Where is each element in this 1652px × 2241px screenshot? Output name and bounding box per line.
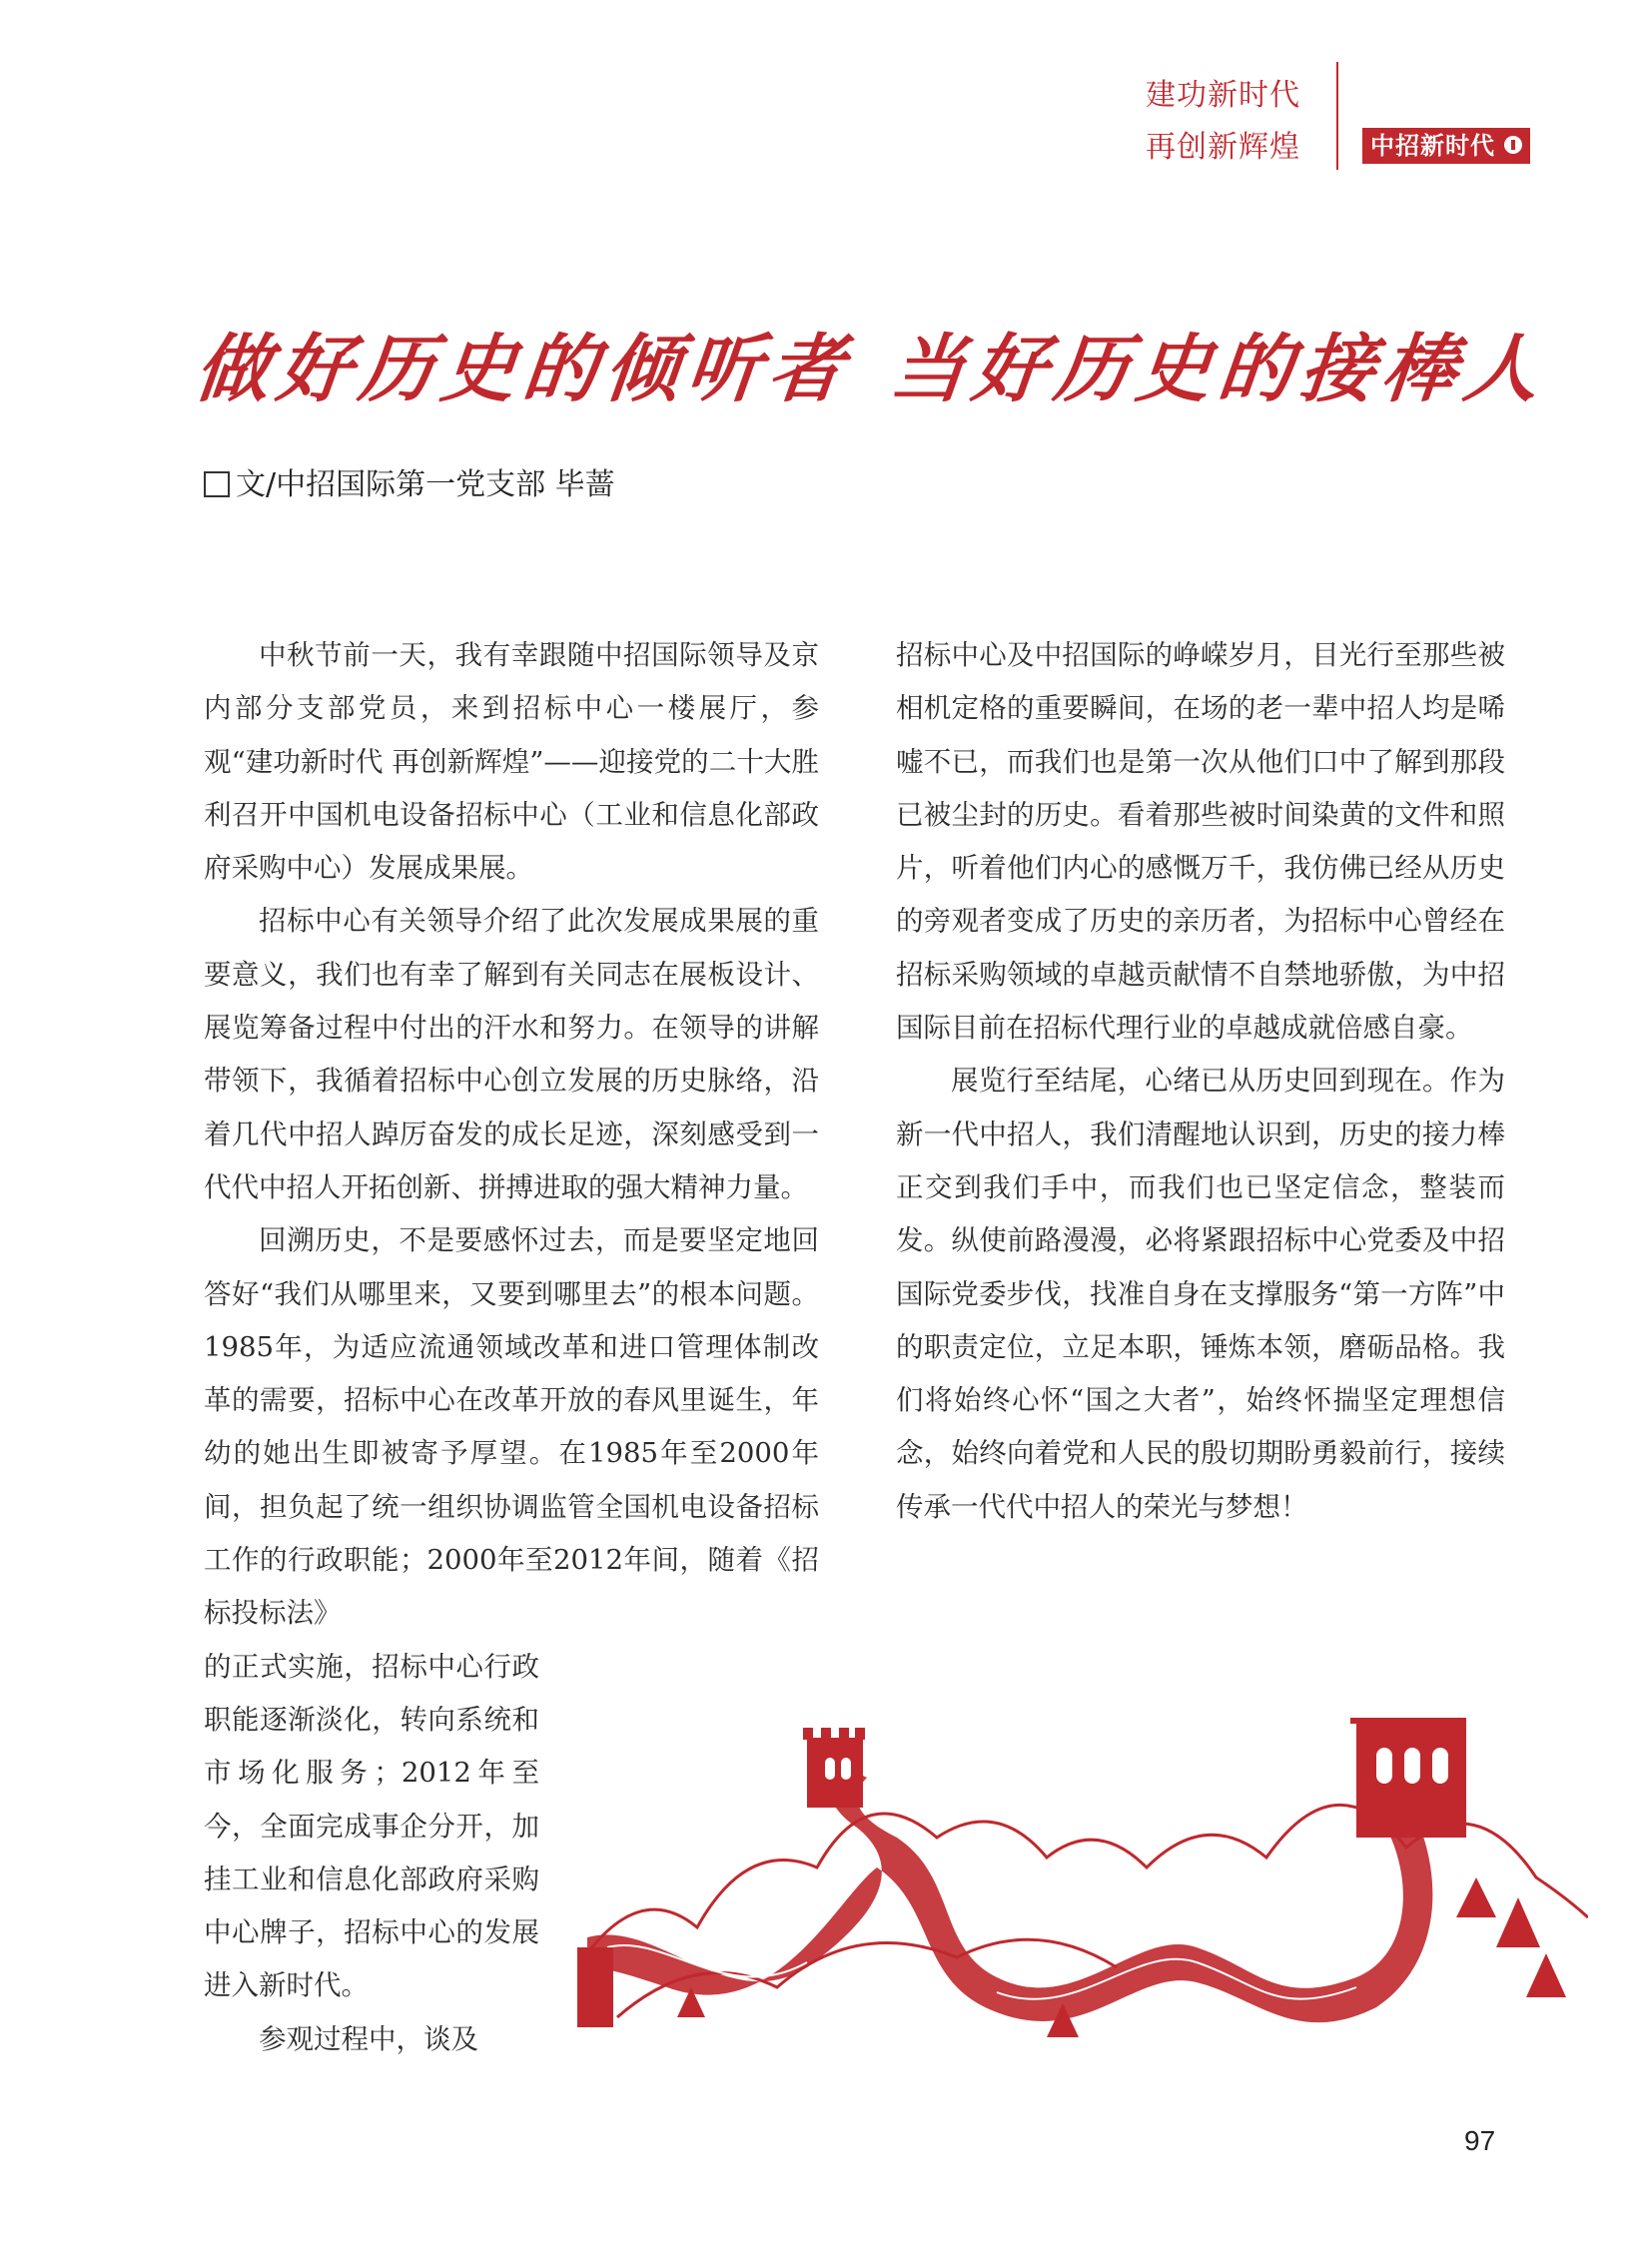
great-wall-illustration [577, 1718, 1588, 2057]
paragraph-continuation: 招标中心及中招国际的峥嵘岁月，目光行至那些被相机定格的重要瞬间，在场的老一辈中招人均是唏嘘不已，而我们也是第一次从他们口中了解到那段已被尘封的历史。看着那些被时间染黄的文件和照片，听着他们内心的感慨万千，我仿佛已经从历史的旁观者变成了历史的亲历者，为招标中心曾经在招标采购领域的卓越贡献情不自禁地骄傲，为中招国际目前在招标代理行业的卓越成就倍感自豪。 [896, 639, 1505, 1045]
logo-mark-icon [1504, 136, 1522, 154]
tagline-line2: 再创新辉煌 [1146, 130, 1300, 165]
paragraph: 招标中心有关领导介绍了此次发展成果展的重要意义，我们也有幸了解到有关同志在展板设计、展览筹备过程中付出的汗水和努力。在领导的讲解带领下，我循着招标中心创立发展的历史脉络，沿着几代中招人踔厉奋发的成长足迹，深刻感受到一代代中招人开拓创新、拼搏进取的强大精神力量。 [204, 905, 819, 1203]
section-tagline [1146, 70, 1300, 174]
narrow-text-block [204, 1641, 539, 2066]
tagline-line1: 建功新时代 [1146, 78, 1300, 113]
page-number: 97 [1464, 2125, 1496, 2156]
byline [204, 465, 615, 505]
header-divider [1336, 62, 1338, 170]
logo-text: 中招新时代 [1370, 132, 1495, 160]
article-title [191, 322, 1551, 417]
title-part2: 当好历史的接棒人 [886, 327, 1551, 412]
paragraph: 参观过程中，谈及 [259, 2022, 478, 2055]
text-column-right [896, 629, 1505, 1534]
column-logo [1362, 128, 1530, 164]
paragraph: 回溯历史，不是要感怀过去，而是要坚定地回答好“我们从哪里来，又要到哪里去”的根本问题。1985年，为适应流通领域改革和进口管理体制改革的需要，招标中心在改革开放的春风里诞生，年幼的她出生即被寄予厚望。在1985年至2000年间，担负起了统一组织协调监管全国机电设备招标工作的行政职能；2000年至2012年间，随着《招标投标法》 [204, 1224, 819, 1630]
paragraph: 中秋节前一天，我有幸跟随中招国际领导及京内部分支部党员，来到招标中心一楼展厅，参观“建功新时代 再创新辉煌”——迎接党的二十大胜利召开中国机电设备招标中心（工业和信息化部政府采购中心）发展成果展。 [204, 639, 819, 885]
byline-text: 文/中招国际第一党支部 毕蔷 [236, 467, 615, 502]
byline-box-icon [204, 471, 230, 497]
paragraph-continuation: 的正式实施，招标中心行政职能逐渐淡化，转向系统和市场化服务；2012年至今，全面完成事企分开，加挂工业和信息化部政府采购中心牌子，招标中心的发展进入新时代。 [204, 1650, 539, 2002]
paragraph: 展览行至结尾，心绪已从历史回到现在。作为新一代中招人，我们清醒地认识到，历史的接力棒正交到我们手中，而我们也已坚定信念，整装而发。纵使前路漫漫，必将紧跟招标中心党委及中招国际党委步伐，找准自身在支撑服务“第一方阵”中的职责定位，立足本职，锤炼本领，磨砺品格。我们将始终心怀“国之大者”，始终怀揣坚定理想信念，始终向着党和人民的殷切期盼勇毅前行，接续传承一代代中招人的荣光与梦想！ [896, 1065, 1505, 1523]
title-part1: 做好历史的倾听者 [191, 327, 856, 412]
